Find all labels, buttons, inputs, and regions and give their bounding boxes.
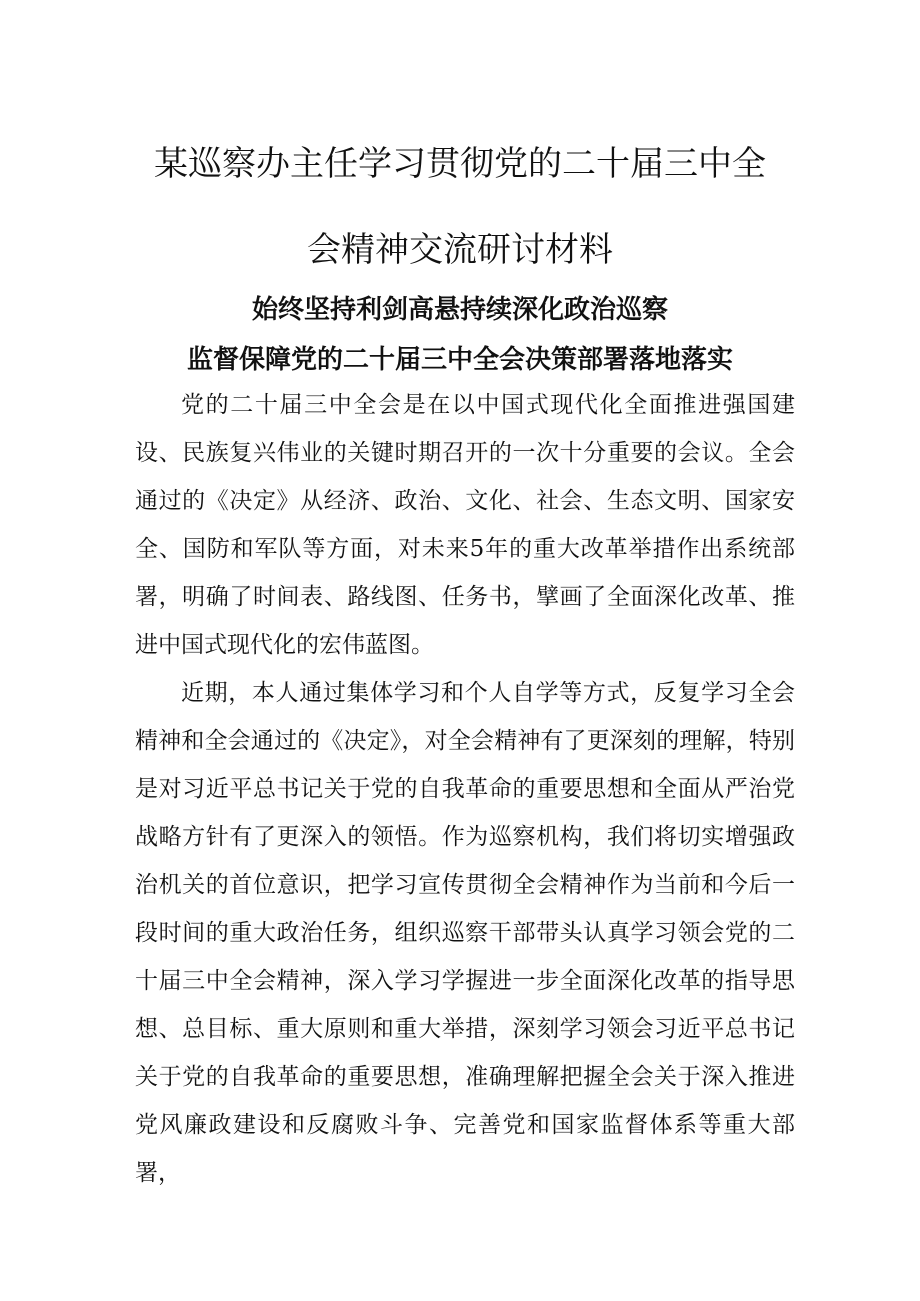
document-body — [135, 381, 795, 1197]
document-subtitle-line-2: 监督保障党的二十届三中全会决策部署落地落实 — [186, 345, 733, 375]
body-paragraph-1: 党的二十届三中全会是在以中国式现代化全面推进强国建设、民族复兴伟业的关键时期召开的一次十分重要的会议。全会通过的《决定》从经济、政治、文化、社会、生态文明、国家安全、国防和军队等方面，对未来5年的重大改革举措作出系统部署，明确了时间表、路线图、任务书，擘画了全面深化改革、推进中国式现代化的宏伟蓝图。 — [135, 392, 795, 658]
document-title-line-2: 会精神交流研讨材料 — [307, 230, 613, 270]
document-subtitle-line-1: 始终坚持利剑高悬持续深化政治巡察 — [251, 295, 668, 325]
document-title-line-1: 某巡察办主任学习贯彻党的二十届三中全 — [154, 144, 766, 184]
body-paragraph-2: 近期，本人通过集体学习和个人自学等方式，反复学习全会精神和全会通过的《决定》，对全会精神有了更深刻的理解，特别是对习近平总书记关于党的自我革命的重要思想和全面从严治党战略方针有了更深入的领悟。作为巡察机构，我们将切实增强政治机关的首位意识，把学习宣传贯彻全会精神作为当前和今后一段时间的重大政治任务，组织巡察干部带头认真学习领会党的二十届三中全会精神，深入学习学握进一步全面深化改革的指导思想、总目标、重大原则和重大举措，深刻学习领会习近平总书记关于党的自我革命的重要思想，准确理解把握全会关于深入推进党风廉政建设和反腐败斗争、完善党和国家监督体系等重大部署， — [135, 680, 795, 1186]
